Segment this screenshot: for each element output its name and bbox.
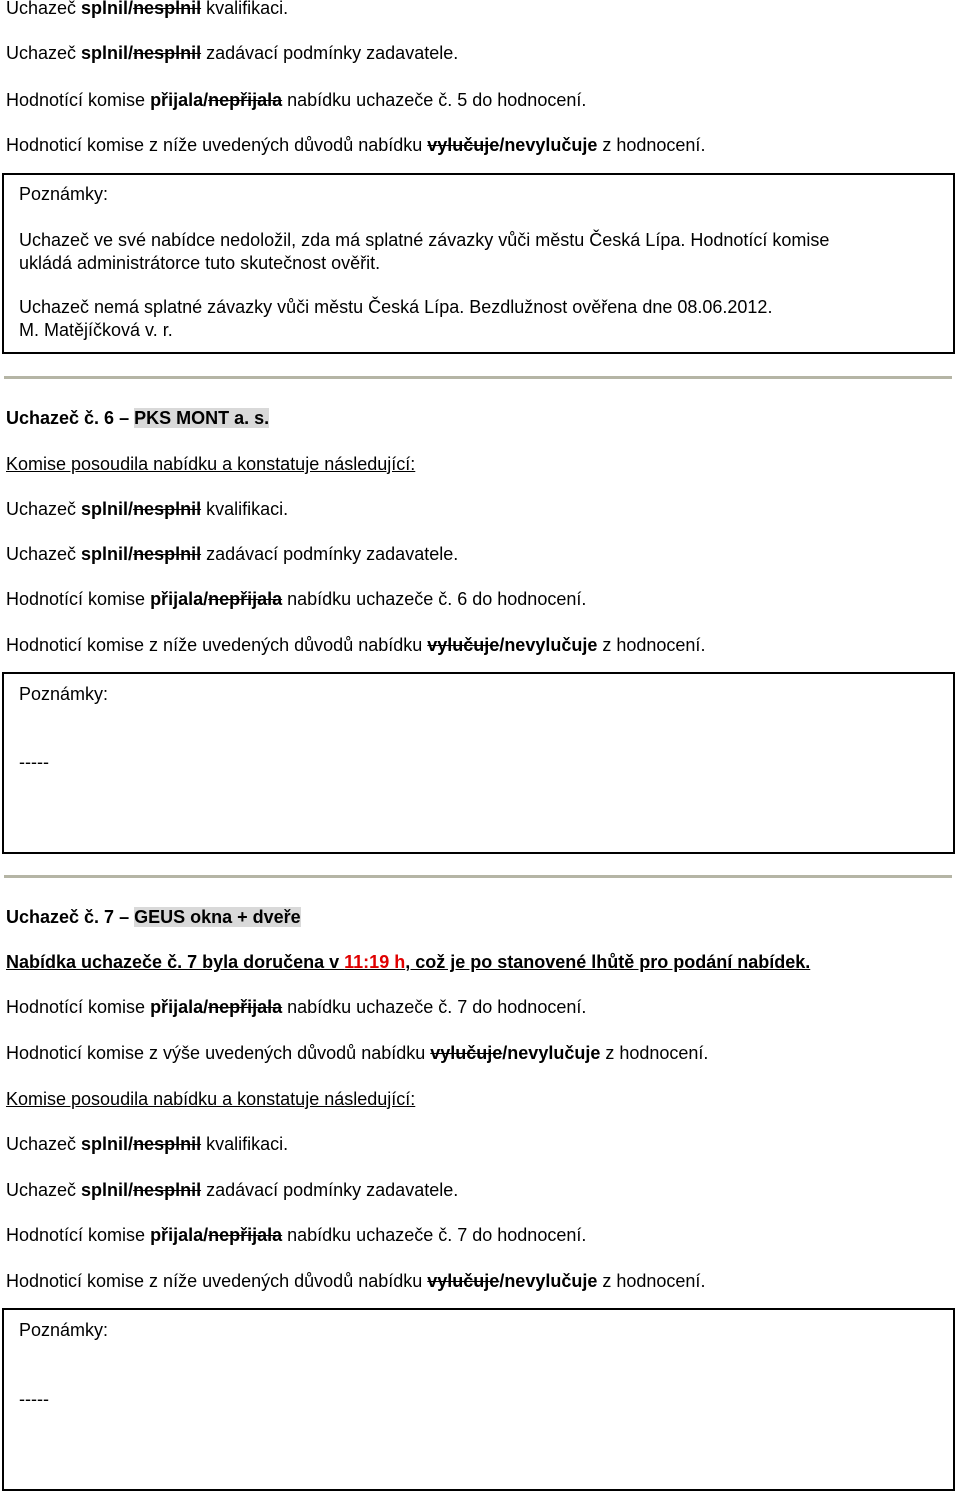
text: Uchazeč (6, 1180, 82, 1200)
text: z hodnocení. (597, 135, 706, 155)
struck-option: nesplnil (133, 1180, 202, 1200)
text: Hodnoticí komise z výše uvedených důvodů nabídku (6, 1043, 431, 1063)
struck-option: nesplnil (133, 544, 202, 564)
candidate-heading (6, 906, 301, 928)
notes-text: ----- (19, 1389, 49, 1409)
acceptance-line (6, 588, 586, 610)
text: , což je po stanovené lhůtě pro podání nabídek. (405, 952, 811, 972)
exclusion-line (6, 1270, 705, 1292)
text: kvalifikaci. (201, 1134, 289, 1154)
candidate-name: PKS MONT a. s. (134, 408, 270, 428)
text: Nabídka uchazeče č. 7 byla doručena v (6, 952, 345, 972)
text: Uchazeč (6, 544, 82, 564)
late-delivery-note (6, 951, 810, 973)
heading-prefix: Uchazeč č. 7 – (6, 907, 135, 927)
selected-option: /nevylučuje (502, 1043, 601, 1063)
selected-option: přijala/ (150, 589, 209, 609)
text: nabídku uchazeče č. 7 do hodnocení. (282, 1225, 587, 1245)
struck-option: nesplnil (133, 499, 202, 519)
text: z hodnocení. (600, 1043, 709, 1063)
selected-option: splnil/ (81, 1180, 134, 1200)
struck-option: nepřijala (208, 997, 283, 1017)
notes-box (2, 672, 955, 854)
text: Hodnotící komise (6, 90, 151, 110)
selected-option: splnil/ (81, 544, 134, 564)
notes-text: Uchazeč nemá splatné závazky vůči městu Česká Lípa. Bezdlužnost ověřena dne 08.06.2012. (19, 297, 773, 317)
struck-option: nepřijala (208, 589, 283, 609)
candidate-name: GEUS okna + dveře (134, 907, 301, 927)
struck-option: nesplnil (133, 1134, 202, 1154)
selected-option: /nevylučuje (499, 635, 598, 655)
struck-option: vylučuje (427, 135, 500, 155)
exclusion-line (6, 134, 705, 156)
notes-box (2, 1308, 955, 1491)
acceptance-line (6, 996, 586, 1018)
notes-text: ----- (19, 752, 49, 772)
text: Uchazeč (6, 0, 82, 18)
selected-option: splnil/ (81, 1134, 134, 1154)
notes-title: Poznámky: (19, 684, 109, 704)
selected-option: přijala/ (150, 997, 209, 1017)
text: nabídku uchazeče č. 6 do hodnocení. (282, 589, 587, 609)
selected-option: /nevylučuje (499, 1271, 598, 1291)
text: nabídku uchazeče č. 5 do hodnocení. (282, 90, 587, 110)
text: Uchazeč (6, 499, 82, 519)
text: zadávací podmínky zadavatele. (201, 43, 459, 63)
notes-text: M. Matějíčková v. r. (19, 320, 173, 340)
delivery-time: 11:19 h (344, 952, 406, 972)
selected-option: splnil/ (81, 43, 134, 63)
acceptance-line (6, 1224, 586, 1246)
conditions-line (6, 1179, 458, 1201)
text: Hodnoticí komise z níže uvedených důvodů nabídku (6, 135, 428, 155)
conditions-line (6, 543, 458, 565)
struck-option: nepřijala (208, 1225, 283, 1245)
notes-text: Uchazeč ve své nabídce nedoložil, zda má splatné závazky vůči městu Česká Lípa. Hodnotící komise (19, 230, 830, 250)
conditions-line (6, 42, 458, 64)
text: kvalifikaci. (201, 499, 289, 519)
text: Uchazeč (6, 1134, 82, 1154)
notes-title: Poznámky: (19, 1320, 109, 1340)
struck-option: nesplnil (133, 43, 202, 63)
separator (4, 376, 952, 379)
struck-option: nesplnil (133, 0, 202, 18)
selected-option: přijala/ (150, 90, 209, 110)
intro-text: Komise posoudila nabídku a konstatuje následující: (6, 454, 416, 474)
exclusion-line (6, 1042, 708, 1064)
struck-option: nepřijala (208, 90, 283, 110)
selected-option: splnil/ (81, 499, 134, 519)
separator (4, 875, 952, 878)
text: nabídku uchazeče č. 7 do hodnocení. (282, 997, 587, 1017)
notes-text: ukládá administrátorce tuto skutečnost ověřit. (19, 253, 381, 273)
text: Hodnotící komise (6, 589, 151, 609)
qualification-line (6, 0, 288, 19)
qualification-line (6, 1133, 288, 1155)
selected-option: přijala/ (150, 1225, 209, 1245)
acceptance-line (6, 89, 586, 111)
exclusion-line (6, 634, 705, 656)
intro-text: Komise posoudila nabídku a konstatuje následující: (6, 1089, 416, 1109)
heading-prefix: Uchazeč č. 6 – (6, 408, 135, 428)
text: Hodnoticí komise z níže uvedených důvodů nabídku (6, 1271, 428, 1291)
notes-box (2, 173, 955, 354)
text: Hodnotící komise (6, 997, 151, 1017)
text: zadávací podmínky zadavatele. (201, 1180, 459, 1200)
struck-option: vylučuje (427, 1271, 500, 1291)
struck-option: vylučuje (427, 635, 500, 655)
selected-option: splnil/ (81, 0, 134, 18)
text: zadávací podmínky zadavatele. (201, 544, 459, 564)
text: Uchazeč (6, 43, 82, 63)
text: z hodnocení. (597, 635, 706, 655)
text: Hodnotící komise (6, 1225, 151, 1245)
candidate-heading (6, 407, 269, 429)
text: z hodnocení. (597, 1271, 706, 1291)
text: kvalifikaci. (201, 0, 289, 18)
qualification-line (6, 498, 288, 520)
struck-option: vylučuje (430, 1043, 503, 1063)
notes-title: Poznámky: (19, 184, 109, 204)
text: Hodnoticí komise z níže uvedených důvodů nabídku (6, 635, 428, 655)
selected-option: /nevylučuje (499, 135, 598, 155)
